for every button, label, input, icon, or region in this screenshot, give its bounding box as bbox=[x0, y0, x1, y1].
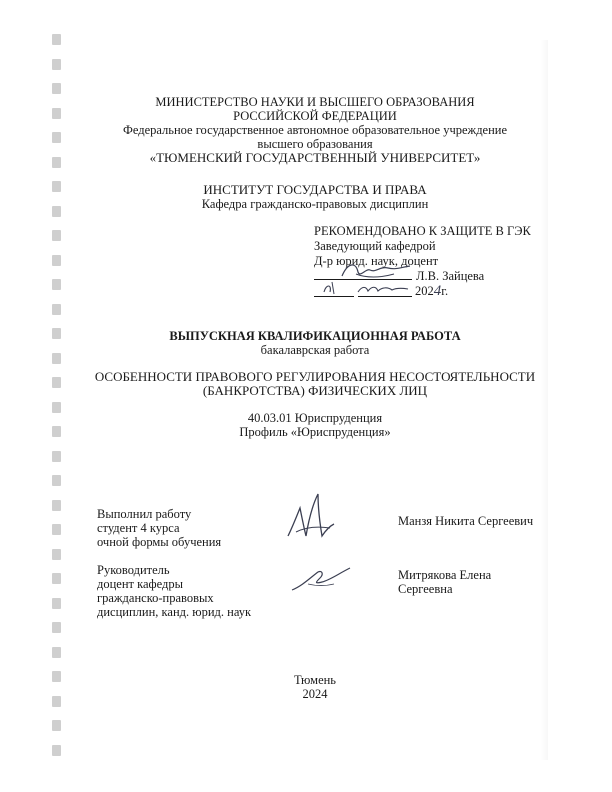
binding-hole bbox=[52, 206, 61, 217]
binding-hole bbox=[52, 524, 61, 535]
year-prefix: 202 bbox=[415, 284, 434, 298]
student-label-3: очной формы обучения bbox=[97, 535, 222, 549]
head-name: Л.В. Зайцева bbox=[416, 269, 485, 283]
ministry-line-1: МИНИСТЕРСТВО НАУКИ И ВЫСШЕГО ОБРАЗОВАНИЯ bbox=[155, 95, 475, 109]
binding-hole bbox=[52, 181, 61, 192]
department-name: Кафедра гражданско-правовых дисциплин bbox=[201, 197, 429, 211]
institution-line-1: Федеральное государственное автономное образовательное учреждение bbox=[122, 123, 508, 137]
binding-hole bbox=[52, 157, 61, 168]
handwritten-date bbox=[318, 278, 414, 298]
topic-line-2: (БАНКРОТСТВА) ФИЗИЧЕСКИХ ЛИЦ bbox=[202, 383, 428, 398]
supervisor-label-4: дисциплин, канд. юрид. наук bbox=[97, 605, 252, 619]
approval-position: Заведующий кафедрой bbox=[314, 239, 436, 253]
year-suffix: г. bbox=[441, 284, 449, 298]
approval-year bbox=[415, 284, 448, 298]
binding-hole bbox=[52, 279, 61, 290]
binding-hole bbox=[52, 475, 61, 486]
supervisor-label-2: доцент кафедры bbox=[97, 577, 184, 591]
binding-hole bbox=[52, 671, 61, 682]
student-name: Манзя Никита Сергеевич bbox=[398, 514, 534, 528]
binding-hole bbox=[52, 647, 61, 658]
university-name: «ТЮМЕНСКИЙ ГОСУДАРСТВЕННЫЙ УНИВЕРСИТЕТ» bbox=[149, 150, 481, 165]
binding-hole bbox=[52, 83, 61, 94]
footer-year: 2024 bbox=[302, 687, 328, 701]
work-block bbox=[80, 329, 550, 357]
binding-hole bbox=[52, 132, 61, 143]
binding-hole bbox=[52, 402, 61, 413]
program-block bbox=[80, 411, 550, 439]
supervisor-name-2: Сергеевна bbox=[398, 582, 453, 596]
footer-block bbox=[80, 673, 550, 701]
binding-hole bbox=[52, 59, 61, 70]
binding-hole bbox=[52, 34, 61, 45]
header-block bbox=[80, 95, 550, 165]
footer-city: Тюмень bbox=[293, 673, 337, 687]
binding-hole bbox=[52, 451, 61, 462]
work-subtype: бакалаврская работа bbox=[260, 343, 370, 357]
binding-hole bbox=[52, 108, 61, 119]
ministry-line-2: РОССИЙСКОЙ ФЕДЕРАЦИИ bbox=[233, 109, 397, 123]
binding-hole bbox=[52, 426, 61, 437]
spiral-binding bbox=[40, 20, 68, 780]
supervisor-label-3: гражданско-правовых bbox=[97, 591, 214, 605]
binding-hole bbox=[52, 353, 61, 364]
institution-line-2: высшего образования bbox=[257, 137, 373, 151]
binding-hole bbox=[52, 549, 61, 560]
binding-hole bbox=[52, 230, 61, 241]
supervisor-signature bbox=[288, 562, 354, 596]
institute-block bbox=[80, 183, 550, 211]
binding-hole bbox=[52, 500, 61, 511]
binding-hole bbox=[52, 745, 61, 756]
student-signature bbox=[282, 488, 340, 548]
binding-hole bbox=[52, 696, 61, 707]
institute-name: ИНСТИТУТ ГОСУДАРСТВА И ПРАВА bbox=[203, 182, 427, 197]
binding-hole bbox=[52, 598, 61, 609]
approval-degree: Д-р юрид. наук, доцент bbox=[314, 254, 439, 268]
binding-hole bbox=[52, 304, 61, 315]
binding-hole bbox=[52, 573, 61, 584]
program-profile: Профиль «Юриспруденция» bbox=[239, 425, 391, 439]
topic-line-1: ОСОБЕННОСТИ ПРАВОВОГО РЕГУЛИРОВАНИЯ НЕСОСТОЯТЕЛЬНОСТИ bbox=[94, 369, 536, 384]
binding-hole bbox=[52, 622, 61, 633]
student-label-1: Выполнил работу bbox=[97, 507, 192, 521]
binding-hole bbox=[52, 720, 61, 731]
student-label-2: студент 4 курса bbox=[97, 521, 180, 535]
binding-hole bbox=[52, 377, 61, 388]
topic-block bbox=[80, 370, 550, 398]
supervisor-label-1: Руководитель bbox=[97, 563, 170, 577]
binding-hole bbox=[52, 328, 61, 339]
supervisor-name-1: Митрякова Елена bbox=[398, 568, 492, 582]
program-code: 40.03.01 Юриспруденция bbox=[247, 411, 383, 425]
year-handwritten: 4 bbox=[433, 283, 442, 299]
approval-title: РЕКОМЕНДОВАНО К ЗАЩИТЕ В ГЭК bbox=[314, 224, 531, 238]
binding-hole bbox=[52, 255, 61, 266]
work-type: ВЫПУСКНАЯ КВАЛИФИКАЦИОННАЯ РАБОТА bbox=[169, 329, 461, 343]
